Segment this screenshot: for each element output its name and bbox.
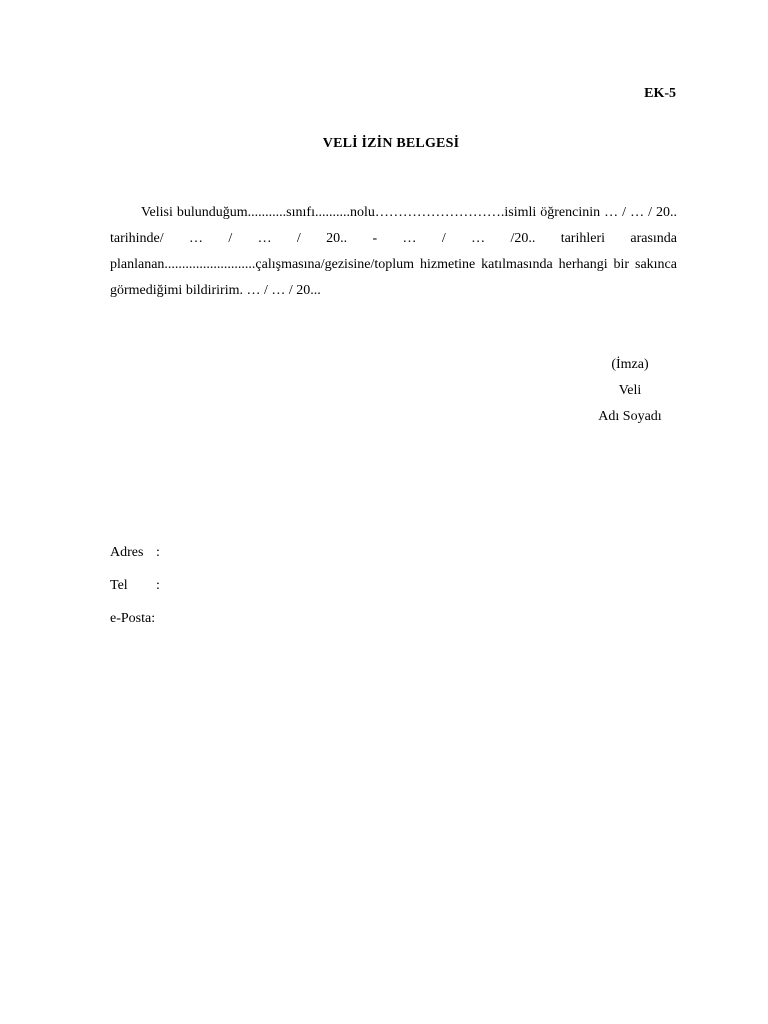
contact-block <box>110 536 160 635</box>
signature-imza: (İmza) <box>611 357 649 372</box>
signature-name: Adı Soyadı <box>598 409 662 424</box>
adres-separator: : <box>156 544 160 560</box>
adres-label: Adres <box>110 544 144 560</box>
eposta-label: e-Posta: <box>110 610 156 626</box>
annex-label: EK-5 <box>644 86 676 101</box>
tel-separator: : <box>156 577 160 593</box>
contact-row-adres <box>110 536 160 569</box>
signature-block <box>575 352 685 430</box>
document-title: VELİ İZİN BELGESİ <box>322 136 460 151</box>
consent-paragraph: Velisi bulunduğum...........sınıfı..........nolu……………………….isimli öğrencinin … / … / 20.. tarihinde/ … / … / 20.. - … / … /20.. tarihleri arasında planlanan..........................çalışmasına/gezisine/toplum hizmetine katılmasında herhangi bir sakınca görmediğimi bildiririm. … / … / 20... <box>110 205 677 298</box>
contact-row-eposta <box>110 602 160 635</box>
signature-veli: Veli <box>618 383 642 398</box>
contact-row-tel <box>110 569 160 602</box>
tel-label: Tel <box>110 577 128 593</box>
